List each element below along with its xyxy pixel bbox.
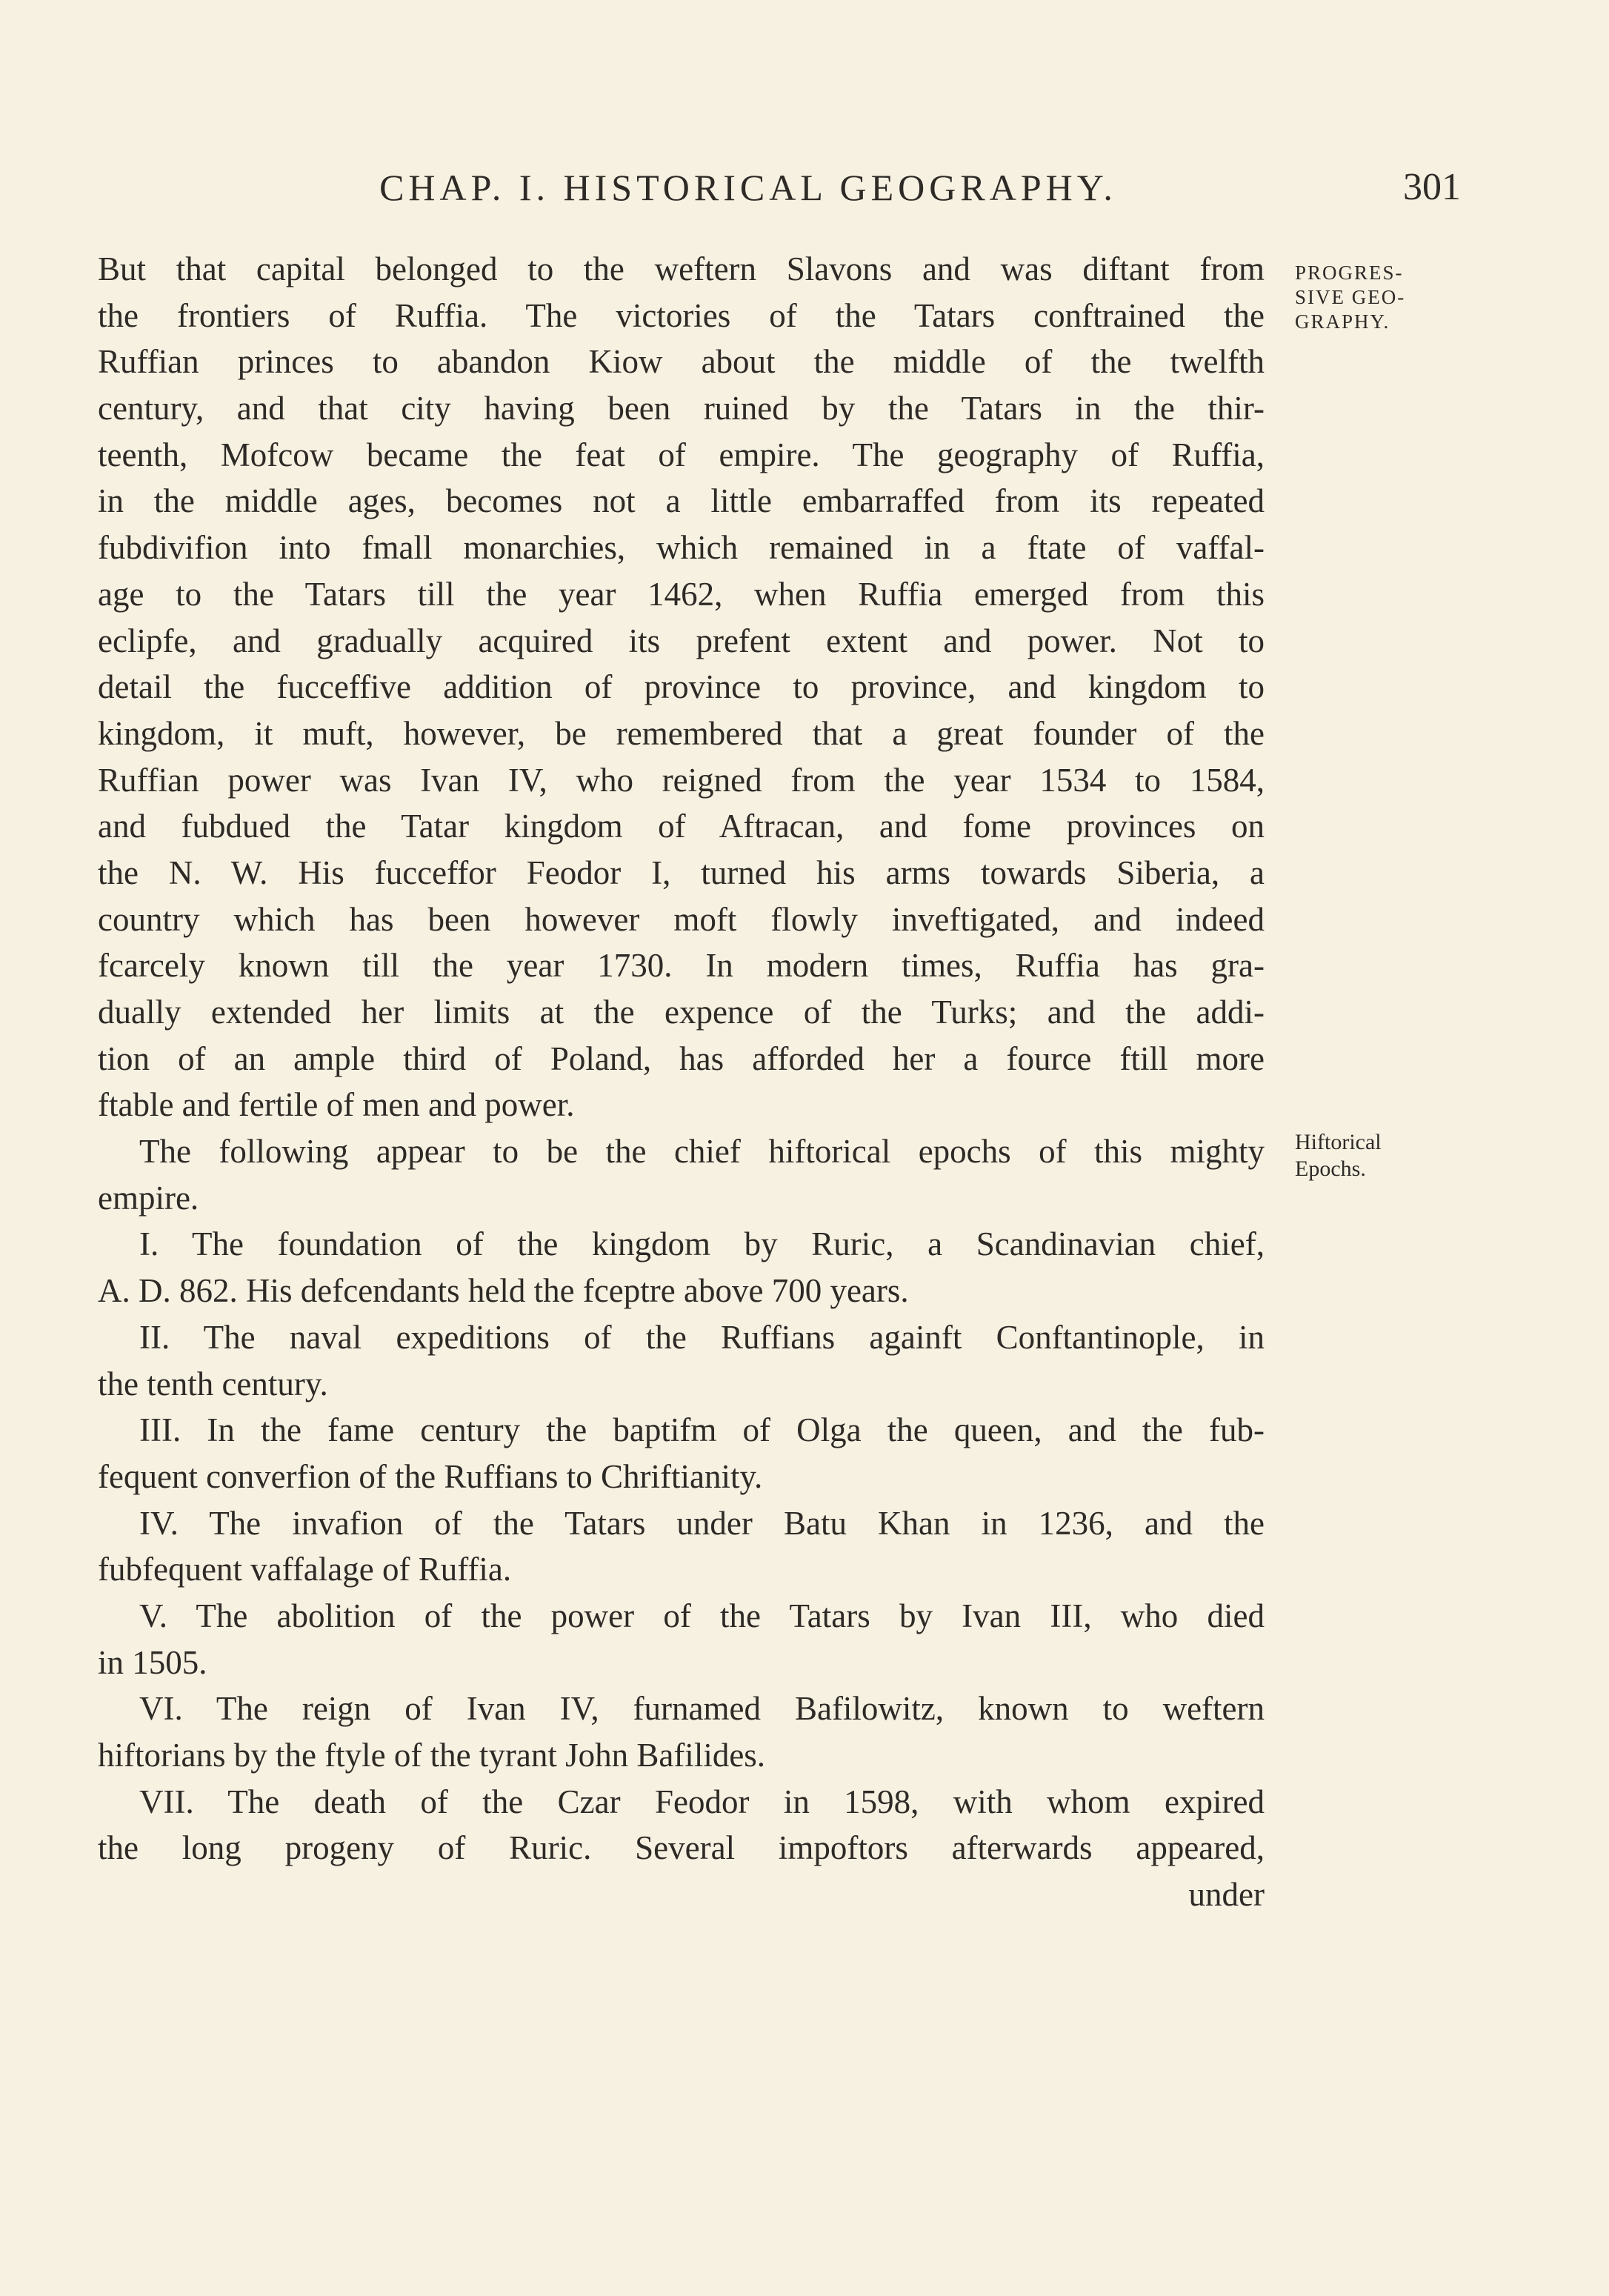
running-head: CHAP. I. HISTORICAL GEOGRAPHY.	[379, 167, 1117, 208]
margin-note-line: Epochs.	[1295, 1157, 1366, 1181]
text-line: teenth, Mofcow became the feat of empire. The geography of Ruffia,	[98, 436, 1265, 473]
text-line: V. The abolition of the power of the Tatars by Ivan III, who died	[139, 1597, 1265, 1634]
text-line: hiftorians by the ftyle of the tyrant John Bafilides.	[98, 1737, 766, 1774]
page-number: 301	[1403, 166, 1461, 208]
text-line: Ruffian power was Ivan IV, who reigned from the year 1534 to 1584,	[98, 761, 1265, 799]
text-line: country which has been however moft flowly inveftigated, and indeed	[98, 900, 1265, 938]
text-line: detail the fucceffive addition of province to province, and kingdom to	[98, 668, 1265, 706]
text-line: century, and that city having been ruined by the Tatars in the thir-	[98, 390, 1265, 427]
text-line: I. The foundation of the kingdom by Ruric, a Scandinavian chief,	[139, 1225, 1265, 1263]
text-line: IV. The invafion of the Tatars under Batu Khan in 1236, and the	[139, 1504, 1265, 1542]
text-line: the tenth century.	[98, 1365, 328, 1402]
text-line: age to the Tatars till the year 1462, when Ruffia emerged from this	[98, 575, 1265, 613]
text-line: and fubdued the Tatar kingdom of Aftracan, and fome provinces on	[98, 808, 1265, 845]
text-line: VI. The reign of Ivan IV, furnamed Bafilowitz, known to weftern	[139, 1690, 1265, 1728]
text-line: tion of an ample third of Poland, has afforded her a fource ftill more	[98, 1039, 1265, 1077]
text-line: in 1505.	[98, 1643, 207, 1681]
text-line: VII. The death of the Czar Feodor in 1598, with whom expired	[139, 1783, 1265, 1820]
text-line: III. In the fame century the baptifm of Olga the queen, and the fub-	[139, 1411, 1265, 1449]
text-line: the frontiers of Ruffia. The victories of the Tatars conftrained the	[98, 296, 1265, 334]
text-line: The following appear to be the chief hiftorical epochs of this mighty	[139, 1133, 1265, 1171]
text-line: eclipfe, and gradually acquired its prefent extent and power. Not to	[98, 622, 1265, 659]
text-line: But that capital belonged to the weftern Slavons and was diftant from	[98, 250, 1265, 287]
text-line: ftable and fertile of men and power.	[98, 1086, 575, 1124]
margin-note-line: GRAPHY.	[1295, 310, 1390, 333]
catchword: under	[1188, 1876, 1265, 1914]
margin-note-line: SIVE GEO-	[1295, 286, 1406, 308]
text-line: in the middle ages, becomes not a little embarraffed from its repeated	[98, 482, 1265, 520]
body-text	[98, 246, 1265, 1918]
text-line: fubdivifion into fmall monarchies, which remained in a ftate of vaffal-	[98, 529, 1265, 567]
text-line: kingdom, it muft, however, be remembered that a great founder of the	[98, 714, 1265, 752]
text-line: fcarcely known till the year 1730. In modern times, Ruffia has gra-	[98, 947, 1265, 985]
text-line: Ruffian princes to abandon Kiow about the middle of the twelfth	[98, 343, 1265, 381]
text-line: the long progeny of Ruric. Several impoftors afterwards appeared,	[98, 1829, 1265, 1867]
page-header	[98, 162, 1461, 213]
text-line: fequent converfion of the Ruffians to Chriftianity.	[98, 1457, 763, 1495]
margin-note-line: Hiftorical	[1295, 1130, 1382, 1154]
text-line: fubfequent vaffalage of Ruffia.	[98, 1551, 512, 1588]
text-line: empire.	[98, 1179, 199, 1217]
text-line: dually extended her limits at the expence of the Turks; and the addi-	[98, 994, 1265, 1031]
margin-note-line: PROGRES-	[1295, 262, 1404, 284]
text-line: A. D. 862. His defcendants held the fceptre above 700 years.	[98, 1272, 909, 1310]
text-line: II. The naval expeditions of the Ruffians againft Conftantinople, in	[139, 1318, 1265, 1356]
margin-note-historical-epochs	[1295, 1129, 1450, 1182]
text-line: the N. W. His fucceffor Feodor I, turned his arms towards Siberia, a	[98, 853, 1265, 891]
margin-note-progressive-geography	[1295, 261, 1450, 334]
